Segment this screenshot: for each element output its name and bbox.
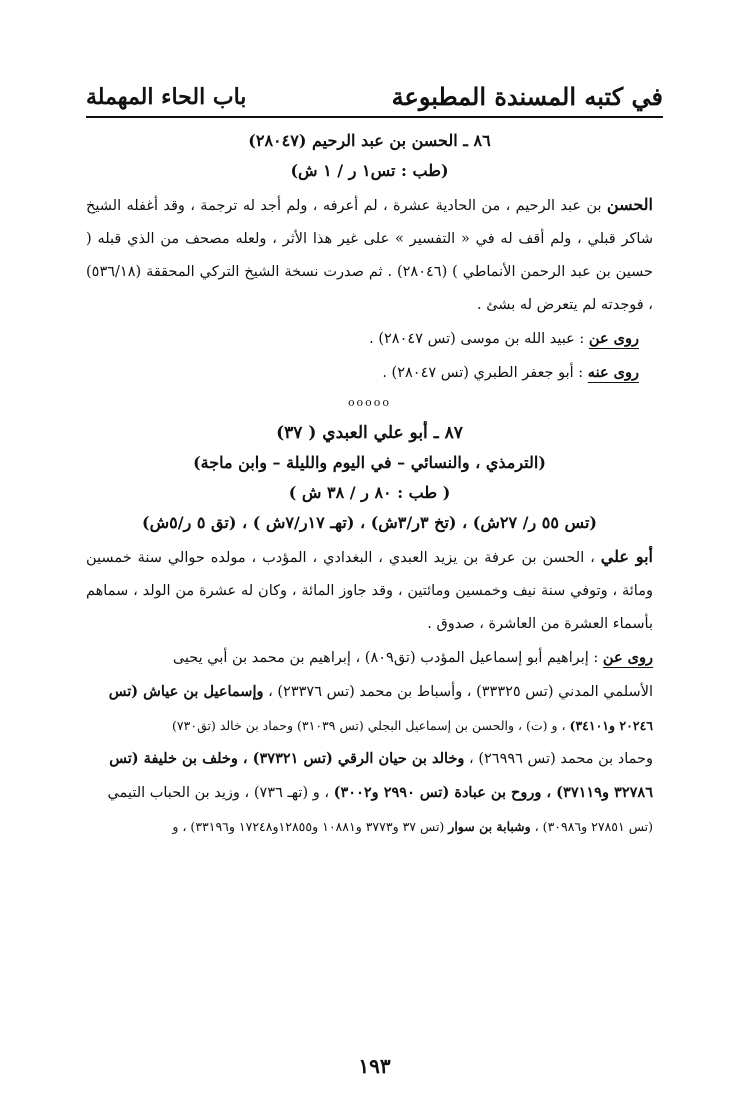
- entry-87-narrators-line-3: [86, 709, 653, 742]
- entry-87-code: ( طب : ٨٠ ر / ٣٨ ش ): [288, 483, 451, 502]
- entry-87-title: ٨٧ ـ أبو علي العبدي ( ٣٧): [276, 423, 463, 443]
- entry-86-biography-text: بن عبد الرحيم ، من الحادية عشرة ، لم أعرفه ، ولم أجد له ترجمة ، وقد أغفله الشيخ شاكر قبلي ، ولم أقف له في « التفسير » على غير هذا الأثر ، ولعله مصحف من الذي قبله ( حسين بن عبد الرحمن الأنماطي ) (٢٨٠٤٦) . ثم صدرت نسخة الشيخ التركي المحققة (٥٣٦/١٨) ، فوجدته لم يتعرض له بشئ .: [86, 198, 653, 313]
- entry-86-narrated-by: [86, 356, 653, 390]
- narrators-text: (تس ٢٧٨٥١ و٣٠٩٨٦) ،: [530, 819, 653, 834]
- narrators-text: (تس ٣٧ و٣٧٧٣ و١٠٨٨١ و١٢٨٥٥و١٧٢٤٨ و٣٣١٩٦) ، و: [172, 819, 449, 834]
- narrated-from-label: روى عن: [602, 649, 653, 666]
- section-separator: ooooo: [347, 396, 392, 409]
- entry-87-name: أبو علي: [600, 547, 653, 566]
- narrators-text: وحماد بن محمد (تس ٢٦٩٩٦) ،: [464, 751, 653, 767]
- narrated-by-label: روى عنه: [587, 364, 639, 381]
- entry-86-code: (طب : تس١ ر / ١ ش): [290, 161, 449, 180]
- entry-87-narrators-line-4: [86, 742, 653, 776]
- narrators-text: : إبراهيم أبو إسماعيل المؤدب (تق٨٠٩) ، إبراهيم بن محمد بن أبي يحيى: [172, 650, 603, 666]
- page-header: [86, 72, 663, 112]
- narrators-bold-text: وإسماعيل بن عياش (تس: [108, 683, 264, 700]
- entry-87-narrators-line-6: [86, 810, 653, 843]
- narrators-bold-text: وخالد بن حيان الرقي (تس ٣٧٣٢١) ، وخلف بن خليفة (تس: [109, 750, 465, 767]
- narrators-bold-text: وشبابة بن سوار: [448, 819, 531, 834]
- running-title: في كتبه المسندة المطبوعة: [391, 82, 663, 111]
- narrated-from-text: : عبيد الله بن موسى (تس ٢٨٠٤٧) .: [369, 331, 589, 347]
- entry-87-biography-text: ، الحسن بن عرفة بن يزيد العبدي ، البغدادي ، المؤدب ، مولده حوالي سنة خمسين ومائة ، وتوفي سنة نيف وخمسين ومائتين ، وقد جاوز المائة ، وكان له عشرة من الولد ، سماهم بأسماء العشرة من العاشرة ، صدوق .: [86, 550, 653, 632]
- narrated-by-text: : أبو جعفر الطبري (تس ٢٨٠٤٧) .: [382, 365, 588, 381]
- chapter-title: باب الحاء المهملة: [86, 84, 247, 110]
- header-rule: [86, 116, 663, 118]
- page-number: ١٩٣: [358, 1054, 391, 1078]
- page-content: [86, 124, 653, 843]
- entry-87-biography: [86, 540, 653, 641]
- entry-87-narrators-line-2: [86, 675, 653, 709]
- entry-86-biography: [86, 188, 653, 322]
- narrators-text: الأسلمي المدني (تس ٣٣٣٢٥) ، وأسباط بن محمد (تس ٢٣٣٧٦) ،: [263, 684, 653, 700]
- narrators-bold-text: ٢٠٢٤٦ و٣٤١٠١): [569, 718, 653, 733]
- entry-87-narrators-line-1: [86, 641, 653, 675]
- entry-86-narrated-from: [86, 322, 653, 356]
- entry-87-books: (الترمذي ، والنسائي – في اليوم والليلة – وابن ماجة): [193, 453, 546, 472]
- narrators-text: ، و (ت) ، والحسن بن إسماعيل البجلي (تس ٣١٠٣٩) وحماد بن خالد (تق٧٣٠): [172, 718, 570, 733]
- narrators-text: ، و (تهـ ٧٣٦) ، وزيد بن الحباب التيمي: [107, 785, 334, 801]
- entry-86-title: ٨٦ ـ الحسن بن عبد الرحيم (٢٨٠٤٧): [248, 131, 491, 150]
- narrated-from-label: روى عن: [588, 330, 639, 347]
- entry-86-name: الحسن: [606, 195, 653, 214]
- entry-87-refs: (تس ٥٥ ر/ ٢٧ش) ، (تخ ٣ر/٣ش) ، (تهـ ١٧ر/٧ش ) ، (تق ٥ ر/٥ش): [142, 513, 597, 532]
- narrators-bold-text: ٣٢٧٨٦ و٣٧١١٩) ، وروح بن عبادة (تس ٢٩٩٠ و٣٠٠٢): [333, 784, 653, 801]
- entry-87-narrators-line-5: [86, 776, 653, 810]
